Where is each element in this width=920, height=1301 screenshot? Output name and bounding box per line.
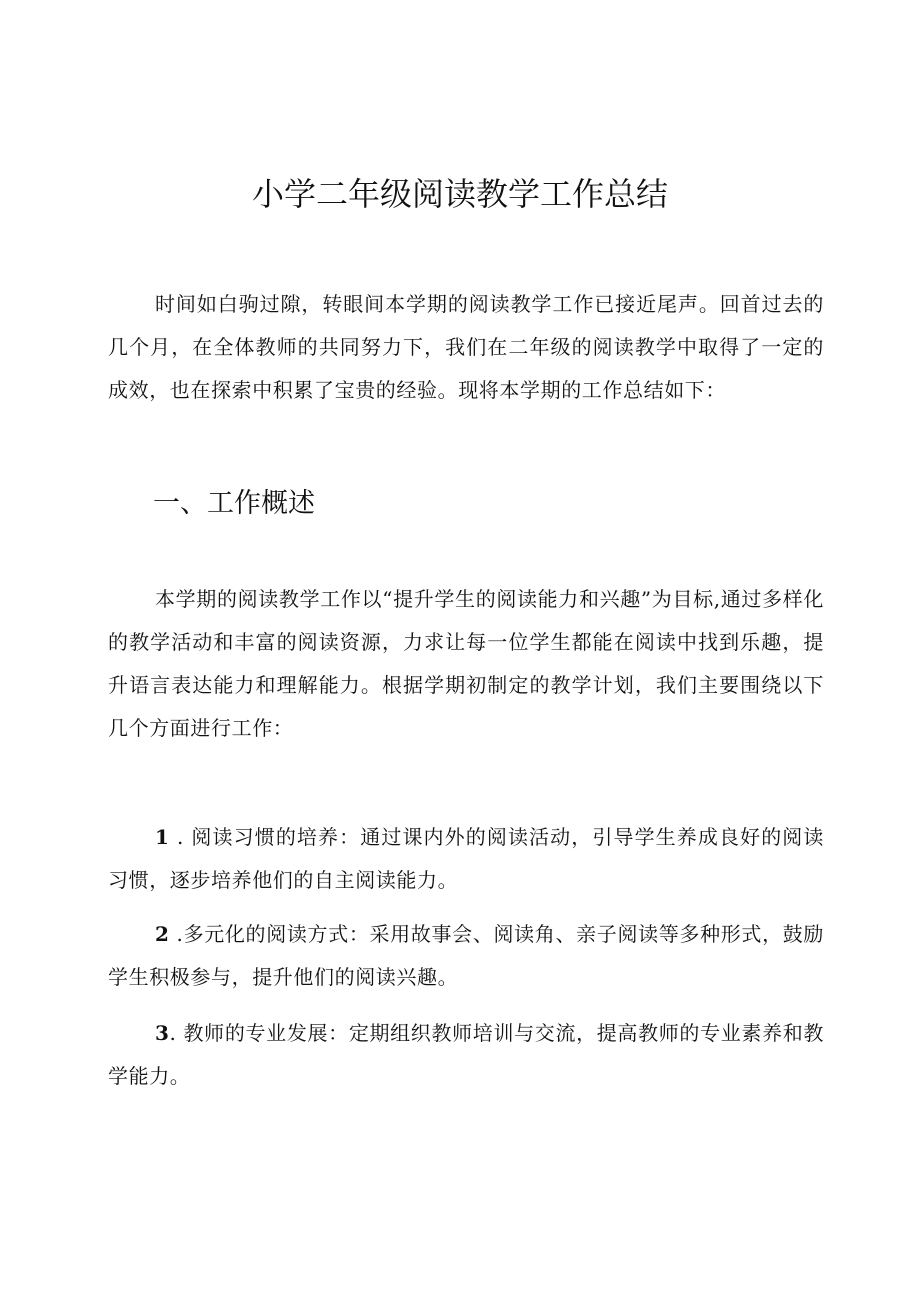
list-item-text: .多元化的阅读方式：采用故事会、阅读角、亲子阅读等多种形式，鼓励学生积极参与，提升他们的阅读兴趣。 bbox=[108, 922, 824, 989]
page-title: 小学二年级阅读教学工作总结 bbox=[251, 175, 668, 213]
list-item bbox=[108, 913, 824, 999]
intro-paragraph: 时间如白驹过隙，转眼间本学期的阅读教学工作已接近尾声。回首过去的几个月，在全体教师的共同努力下，我们在二年级的阅读教学中取得了一定的成效，也在探索中积累了宝贵的经验。现将本学期的工作总结如下： bbox=[108, 292, 824, 402]
section-heading-overview: 一、工作概述 bbox=[153, 488, 315, 519]
list-item-number: 1 bbox=[155, 825, 170, 849]
list-item-text: . 阅读习惯的培养：通过课内外的阅读活动，引导学生养成良好的阅读习惯，逐步培养他们的自主阅读能力。 bbox=[108, 825, 824, 892]
list-item-text: . 教师的专业发展：定期组织教师培训与交流，提高教师的专业素养和教学能力。 bbox=[108, 1021, 824, 1088]
list-item-number: 3 bbox=[155, 1021, 170, 1045]
list-item-number: 2 bbox=[155, 922, 170, 946]
list-item bbox=[108, 1012, 824, 1098]
overview-paragraph: 本学期的阅读教学工作以“提升学生的阅读能力和兴趣”为目标,通过多样化的教学活动和丰富的阅读资源，力求让每一位学生都能在阅读中找到乐趣，提升语言表达能力和理解能力。根据学期初制定的教学计划，我们主要围绕以下几个方面进行工作： bbox=[108, 587, 824, 740]
list-item bbox=[108, 816, 824, 902]
